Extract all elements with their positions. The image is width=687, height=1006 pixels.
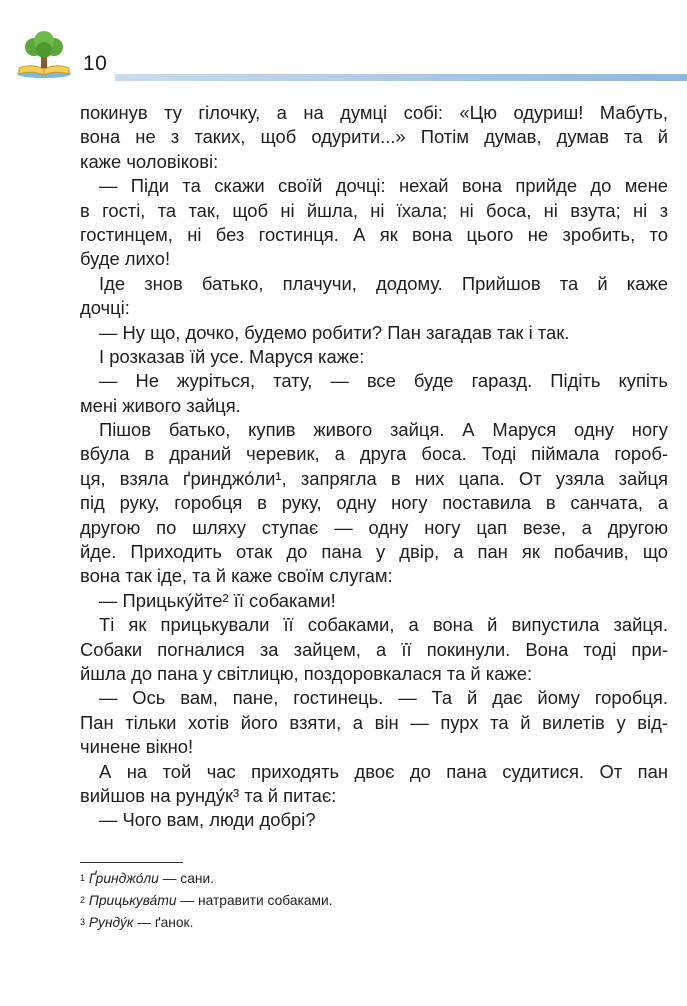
footnote-number: 3 <box>80 917 86 927</box>
text-line: — Ось вам, пане, гостинець. — Та й дає йому горобця. <box>99 687 668 709</box>
text-line: мені живого зайця. <box>80 394 241 416</box>
text-line: Пішов батько, купив живого зайця. А Маруся одну ногу <box>99 419 668 441</box>
text-line: А на той час приходять двоє до пана судитися. От пан <box>99 760 668 782</box>
text-line: вона так іде, та й каже своїм слугам: <box>80 565 393 587</box>
text-line: вбула в драний черевик, а друга боса. Тоді піймала гороб- <box>80 443 668 465</box>
footnote <box>80 890 333 912</box>
text-line: гостинцем, ні без гостинця. А як вона цього не зробить, то <box>80 223 668 245</box>
text-line: йде. Приходить отак до пана у двір, а пан як побачив, що <box>80 541 668 563</box>
text-line: ця, взяла ґринджо́ли¹, запрягла в них цапа. От узяла зайця <box>80 467 668 489</box>
text-line: — Піди та скажи своїй дочці: нехай вона прийде до мене <box>99 175 668 197</box>
text-line: вона не з таких, щоб одурити...» Потім думав, думав та й <box>80 126 668 148</box>
footnotes <box>80 868 333 934</box>
footnote <box>80 868 333 890</box>
page-header <box>0 0 687 90</box>
text-line: — Прицьку́йте² її собаками! <box>99 589 336 611</box>
footnote-term: Рунду́к <box>88 915 134 930</box>
text-line: — Чого вам, люди добрі? <box>99 809 316 831</box>
text-line: Пан тільки хотів його взяти, а він — пурх та й вилетів у від- <box>80 711 668 733</box>
footnote-definition: — натравити собаками. <box>176 893 333 908</box>
text-line: буде лихо! <box>80 248 171 270</box>
header-divider <box>115 74 687 81</box>
text-line: під руку, горобця в руку, одну ногу поставила в санчата, а <box>80 492 668 514</box>
text-line: в гості, та так, щоб ні йшла, ні їхала; ні боса, ні взута; ні з <box>80 199 668 221</box>
story-text <box>80 101 668 833</box>
tree-on-book-icon <box>14 30 74 80</box>
text-line: Ті як прицькували її собаками, а вона й випустила зайця. <box>99 614 668 636</box>
footnote-number: 1 <box>80 873 86 883</box>
text-line: чинене вікно! <box>80 736 194 758</box>
text-line: — Ну що, дочко, будемо робити? Пан загадав так і так. <box>99 321 570 343</box>
footnote-number: 2 <box>80 895 86 905</box>
page-number: 10 <box>83 52 108 75</box>
footnote-divider <box>80 862 183 863</box>
footnote-definition: — сани. <box>158 871 215 886</box>
footnote-definition: — ґанок. <box>133 915 194 930</box>
text-line: дочці: <box>80 297 130 319</box>
text-line: каже чоловікові: <box>80 150 219 172</box>
text-line: Собаки погналися за зайцем, а її покинули. Вона тоді при- <box>80 638 668 660</box>
text-line: покинув ту гілочку, а на думці собі: «Цю одуриш! Мабуть, <box>80 102 668 123</box>
footnote-term: Прицькува́ти <box>88 893 177 908</box>
footnote <box>80 912 333 934</box>
text-line: — Не журіться, тату, — все буде гаразд. Підіть купіть <box>99 370 668 392</box>
text-line: вийшов на рунду́к³ та й питає: <box>80 784 337 806</box>
text-line: Іде знов батько, плачучи, додому. Прийшов та й каже <box>99 272 668 294</box>
footnote-term: Ґринджо́ли <box>88 871 159 886</box>
text-line: йшла до пана у світлицю, поздоровкалася та й каже: <box>80 662 533 684</box>
text-line: другою по шляху ступає — одну ногу цап везе, а другою <box>80 516 668 538</box>
text-line: І розказав їй усе. Маруся каже: <box>99 345 365 367</box>
